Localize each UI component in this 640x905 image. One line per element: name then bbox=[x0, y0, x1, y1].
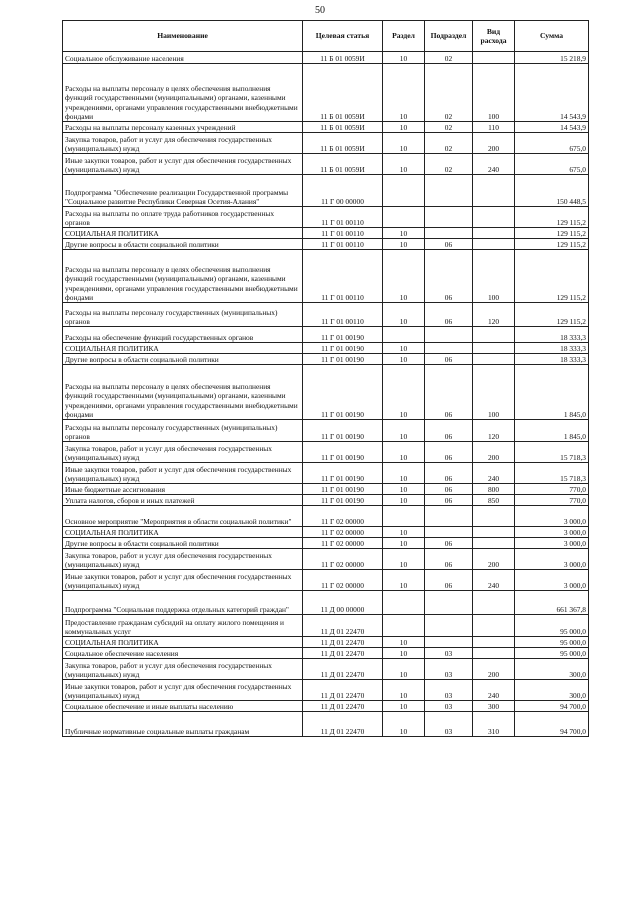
cell-sum: 95 000,0 bbox=[515, 615, 589, 637]
cell-type bbox=[473, 52, 515, 64]
cell-sum: 129 115,2 bbox=[515, 250, 589, 303]
cell-sum: 15 718,3 bbox=[515, 463, 589, 484]
cell-sum: 770,0 bbox=[515, 484, 589, 495]
cell-name: Расходы на выплаты персоналу в целях обеспечения выполнения функций государственными (муниципальными) органами, казенными учреждениями, органами управления государственными внебюджетными фондами bbox=[63, 64, 303, 122]
cell-name: Расходы на обеспечение функций государственных органов bbox=[63, 327, 303, 343]
cell-code: 11 Г 01 00110 bbox=[303, 228, 383, 239]
cell-code: 11 Д 01 22470 bbox=[303, 680, 383, 701]
cell-name: СОЦИАЛЬНАЯ ПОЛИТИКА bbox=[63, 637, 303, 648]
cell-code: 11 Б 01 0059И bbox=[303, 52, 383, 64]
page-number: 50 bbox=[315, 5, 325, 16]
cell-name: Закупка товаров, работ и услуг для обеспечения государственных (муниципальных) нужд bbox=[63, 659, 303, 680]
cell-section: 10 bbox=[383, 648, 425, 659]
cell-section bbox=[383, 175, 425, 207]
table-row bbox=[63, 354, 589, 365]
header-type: Вид расхода bbox=[473, 21, 515, 52]
cell-name: Уплата налогов, сборов и иных платежей bbox=[63, 495, 303, 506]
cell-code: 11 Г 01 00190 bbox=[303, 442, 383, 463]
cell-code: 11 Г 01 00110 bbox=[303, 303, 383, 327]
cell-name: Закупка товаров, работ и услуг для обеспечения государственных (муниципальных) нужд bbox=[63, 549, 303, 570]
cell-type: 100 bbox=[473, 365, 515, 420]
cell-subsection: 03 bbox=[425, 712, 473, 737]
cell-type bbox=[473, 327, 515, 343]
cell-code: 11 Г 01 00190 bbox=[303, 495, 383, 506]
table-row bbox=[63, 52, 589, 64]
cell-subsection: 06 bbox=[425, 250, 473, 303]
budget-table bbox=[62, 20, 589, 737]
cell-sum: 150 448,5 bbox=[515, 175, 589, 207]
cell-code: 11 Д 01 22470 bbox=[303, 637, 383, 648]
cell-code: 11 Г 02 00000 bbox=[303, 549, 383, 570]
cell-type bbox=[473, 239, 515, 250]
cell-name: Подпрограмма "Обеспечение реализации Государственной программы "Социальное развитие Республики Северная Осетия-Алания" bbox=[63, 175, 303, 207]
cell-section bbox=[383, 506, 425, 527]
cell-code: 11 Г 02 00000 bbox=[303, 527, 383, 538]
table-row bbox=[63, 538, 589, 549]
header-section: Раздел bbox=[383, 21, 425, 52]
cell-type bbox=[473, 648, 515, 659]
cell-subsection: 06 bbox=[425, 420, 473, 442]
cell-name: СОЦИАЛЬНАЯ ПОЛИТИКА bbox=[63, 228, 303, 239]
cell-section: 10 bbox=[383, 701, 425, 712]
cell-type: 300 bbox=[473, 701, 515, 712]
cell-name: Иные закупки товаров, работ и услуг для обеспечения государственных (муниципальных) нужд bbox=[63, 463, 303, 484]
cell-section: 10 bbox=[383, 239, 425, 250]
cell-sum: 15 218,9 bbox=[515, 52, 589, 64]
table-row bbox=[63, 680, 589, 701]
cell-section bbox=[383, 615, 425, 637]
cell-name: Расходы на выплаты по оплате труда работников государственных органов bbox=[63, 207, 303, 228]
cell-code: 11 Г 01 00190 bbox=[303, 463, 383, 484]
cell-subsection: 06 bbox=[425, 495, 473, 506]
cell-section: 10 bbox=[383, 712, 425, 737]
table-body bbox=[63, 52, 589, 737]
cell-subsection: 06 bbox=[425, 239, 473, 250]
cell-subsection: 06 bbox=[425, 538, 473, 549]
cell-sum: 129 115,2 bbox=[515, 207, 589, 228]
cell-sum: 18 333,3 bbox=[515, 343, 589, 354]
cell-name: Иные бюджетные ассигнования bbox=[63, 484, 303, 495]
cell-subsection: 06 bbox=[425, 484, 473, 495]
cell-name: Закупка товаров, работ и услуг для обеспечения государственных (муниципальных) нужд bbox=[63, 442, 303, 463]
cell-section: 10 bbox=[383, 637, 425, 648]
cell-name: Иные закупки товаров, работ и услуг для обеспечения государственных (муниципальных) нужд bbox=[63, 680, 303, 701]
cell-code: 11 Г 00 00000 bbox=[303, 175, 383, 207]
cell-subsection: 02 bbox=[425, 154, 473, 175]
table-row bbox=[63, 207, 589, 228]
cell-subsection: 03 bbox=[425, 648, 473, 659]
cell-sum: 18 333,3 bbox=[515, 354, 589, 365]
cell-section: 10 bbox=[383, 64, 425, 122]
cell-sum: 95 000,0 bbox=[515, 648, 589, 659]
cell-name: Иные закупки товаров, работ и услуг для обеспечения государственных (муниципальных) нужд bbox=[63, 570, 303, 591]
cell-sum: 129 115,2 bbox=[515, 239, 589, 250]
cell-code: 11 Д 01 22470 bbox=[303, 712, 383, 737]
header-name: Наименование bbox=[63, 21, 303, 52]
cell-sum: 3 000,0 bbox=[515, 538, 589, 549]
cell-sum: 661 367,8 bbox=[515, 591, 589, 615]
cell-sum: 3 000,0 bbox=[515, 549, 589, 570]
table-row bbox=[63, 175, 589, 207]
cell-name: Социальное обеспечение и иные выплаты населению bbox=[63, 701, 303, 712]
cell-type bbox=[473, 354, 515, 365]
table-row bbox=[63, 122, 589, 133]
cell-type: 200 bbox=[473, 133, 515, 154]
table-header-row bbox=[63, 21, 589, 52]
cell-type bbox=[473, 637, 515, 648]
cell-sum: 18 333,3 bbox=[515, 327, 589, 343]
cell-sum: 770,0 bbox=[515, 495, 589, 506]
cell-subsection bbox=[425, 506, 473, 527]
cell-code: 11 Г 02 00000 bbox=[303, 570, 383, 591]
cell-section: 10 bbox=[383, 484, 425, 495]
cell-type bbox=[473, 506, 515, 527]
cell-sum: 14 543,9 bbox=[515, 64, 589, 122]
cell-section: 10 bbox=[383, 354, 425, 365]
cell-subsection bbox=[425, 175, 473, 207]
cell-name: СОЦИАЛЬНАЯ ПОЛИТИКА bbox=[63, 527, 303, 538]
cell-name: Предоставление гражданам субсидий на оплату жилого помещения и коммунальных услуг bbox=[63, 615, 303, 637]
table-row bbox=[63, 250, 589, 303]
cell-subsection bbox=[425, 615, 473, 637]
cell-code: 11 Б 01 0059И bbox=[303, 154, 383, 175]
cell-name: Расходы на выплаты персоналу казенных учреждений bbox=[63, 122, 303, 133]
table-row bbox=[63, 615, 589, 637]
cell-subsection: 02 bbox=[425, 64, 473, 122]
cell-code: 11 Г 01 00190 bbox=[303, 327, 383, 343]
cell-type bbox=[473, 228, 515, 239]
cell-type: 100 bbox=[473, 64, 515, 122]
cell-section: 10 bbox=[383, 343, 425, 354]
cell-type bbox=[473, 591, 515, 615]
cell-code: 11 Г 02 00000 bbox=[303, 506, 383, 527]
cell-code: 11 Г 01 00110 bbox=[303, 207, 383, 228]
cell-sum: 675,0 bbox=[515, 133, 589, 154]
table-row bbox=[63, 591, 589, 615]
cell-name: СОЦИАЛЬНАЯ ПОЛИТИКА bbox=[63, 343, 303, 354]
cell-code: 11 Г 01 00190 bbox=[303, 343, 383, 354]
table-row bbox=[63, 484, 589, 495]
cell-code: 11 Г 01 00190 bbox=[303, 354, 383, 365]
table-row bbox=[63, 303, 589, 327]
cell-section bbox=[383, 591, 425, 615]
cell-section: 10 bbox=[383, 420, 425, 442]
cell-sum: 95 000,0 bbox=[515, 637, 589, 648]
cell-sum: 94 700,0 bbox=[515, 701, 589, 712]
table-row bbox=[63, 154, 589, 175]
cell-section: 10 bbox=[383, 495, 425, 506]
cell-subsection bbox=[425, 327, 473, 343]
cell-type: 850 bbox=[473, 495, 515, 506]
cell-name: Иные закупки товаров, работ и услуг для обеспечения государственных (муниципальных) нужд bbox=[63, 154, 303, 175]
cell-type: 100 bbox=[473, 250, 515, 303]
cell-type bbox=[473, 343, 515, 354]
cell-code: 11 Г 01 00190 bbox=[303, 420, 383, 442]
cell-subsection bbox=[425, 637, 473, 648]
table-row bbox=[63, 570, 589, 591]
cell-type: 110 bbox=[473, 122, 515, 133]
cell-subsection: 03 bbox=[425, 680, 473, 701]
cell-sum: 14 543,9 bbox=[515, 122, 589, 133]
cell-subsection: 06 bbox=[425, 463, 473, 484]
cell-subsection bbox=[425, 527, 473, 538]
cell-type: 240 bbox=[473, 463, 515, 484]
cell-type: 120 bbox=[473, 303, 515, 327]
cell-section: 10 bbox=[383, 463, 425, 484]
cell-sum: 3 000,0 bbox=[515, 527, 589, 538]
cell-name: Закупка товаров, работ и услуг для обеспечения государственных (муниципальных) нужд bbox=[63, 133, 303, 154]
cell-sum: 300,0 bbox=[515, 659, 589, 680]
cell-section: 10 bbox=[383, 680, 425, 701]
table-row bbox=[63, 463, 589, 484]
header-subsection: Подраздел bbox=[425, 21, 473, 52]
table-row bbox=[63, 239, 589, 250]
header-sum: Сумма bbox=[515, 21, 589, 52]
cell-section: 10 bbox=[383, 365, 425, 420]
cell-name: Расходы на выплаты персоналу государственных (муниципальных) органов bbox=[63, 420, 303, 442]
cell-section: 10 bbox=[383, 122, 425, 133]
cell-name: Другие вопросы в области социальной политики bbox=[63, 538, 303, 549]
cell-section: 10 bbox=[383, 52, 425, 64]
cell-subsection: 06 bbox=[425, 442, 473, 463]
cell-name: Подпрограмма "Социальная поддержка отдельных категорий граждан" bbox=[63, 591, 303, 615]
cell-sum: 675,0 bbox=[515, 154, 589, 175]
cell-sum: 1 845,0 bbox=[515, 420, 589, 442]
cell-sum: 3 000,0 bbox=[515, 506, 589, 527]
cell-section: 10 bbox=[383, 228, 425, 239]
cell-code: 11 Д 01 22470 bbox=[303, 615, 383, 637]
cell-sum: 129 115,2 bbox=[515, 228, 589, 239]
cell-name: Другие вопросы в области социальной политики bbox=[63, 239, 303, 250]
cell-type: 240 bbox=[473, 154, 515, 175]
cell-sum: 3 000,0 bbox=[515, 570, 589, 591]
cell-sum: 129 115,2 bbox=[515, 303, 589, 327]
cell-sum: 300,0 bbox=[515, 680, 589, 701]
cell-name: Основное мероприятие "Мероприятия в области социальной политики" bbox=[63, 506, 303, 527]
cell-subsection: 06 bbox=[425, 354, 473, 365]
cell-type: 240 bbox=[473, 570, 515, 591]
table-row bbox=[63, 701, 589, 712]
table-row bbox=[63, 442, 589, 463]
cell-subsection: 02 bbox=[425, 133, 473, 154]
cell-section: 10 bbox=[383, 303, 425, 327]
cell-code: 11 Д 00 00000 bbox=[303, 591, 383, 615]
table-row bbox=[63, 228, 589, 239]
cell-section: 10 bbox=[383, 250, 425, 303]
cell-code: 11 Г 01 00190 bbox=[303, 484, 383, 495]
cell-subsection: 03 bbox=[425, 701, 473, 712]
cell-code: 11 Г 02 00000 bbox=[303, 538, 383, 549]
cell-name: Расходы на выплаты персоналу в целях обеспечения выполнения функций государственными (муниципальными) органами, казенными учреждениями, органами управления государственными внебюджетными фондами bbox=[63, 250, 303, 303]
cell-subsection: 02 bbox=[425, 122, 473, 133]
cell-subsection: 06 bbox=[425, 549, 473, 570]
cell-sum: 1 845,0 bbox=[515, 365, 589, 420]
cell-subsection: 06 bbox=[425, 303, 473, 327]
cell-name: Социальное обслуживание населения bbox=[63, 52, 303, 64]
cell-sum: 94 700,0 bbox=[515, 712, 589, 737]
cell-code: 11 Б 01 0059И bbox=[303, 64, 383, 122]
cell-section: 10 bbox=[383, 527, 425, 538]
cell-type: 800 bbox=[473, 484, 515, 495]
cell-subsection: 06 bbox=[425, 365, 473, 420]
cell-section: 10 bbox=[383, 570, 425, 591]
cell-section bbox=[383, 207, 425, 228]
cell-code: 11 Б 01 0059И bbox=[303, 122, 383, 133]
table-row bbox=[63, 527, 589, 538]
cell-code: 11 Д 01 22470 bbox=[303, 659, 383, 680]
cell-code: 11 Д 01 22470 bbox=[303, 648, 383, 659]
table-row bbox=[63, 327, 589, 343]
cell-type bbox=[473, 207, 515, 228]
table-row bbox=[63, 648, 589, 659]
cell-subsection: 02 bbox=[425, 52, 473, 64]
cell-section: 10 bbox=[383, 659, 425, 680]
cell-type bbox=[473, 615, 515, 637]
cell-type: 200 bbox=[473, 659, 515, 680]
cell-section: 10 bbox=[383, 154, 425, 175]
table-row bbox=[63, 506, 589, 527]
cell-type: 200 bbox=[473, 549, 515, 570]
cell-subsection: 03 bbox=[425, 659, 473, 680]
cell-name: Другие вопросы в области социальной политики bbox=[63, 354, 303, 365]
cell-name: Социальное обеспечение населения bbox=[63, 648, 303, 659]
cell-code: 11 Г 01 00190 bbox=[303, 365, 383, 420]
cell-subsection bbox=[425, 343, 473, 354]
table-row bbox=[63, 659, 589, 680]
cell-code: 11 Г 01 00110 bbox=[303, 250, 383, 303]
table-row bbox=[63, 495, 589, 506]
cell-code: 11 Г 01 00110 bbox=[303, 239, 383, 250]
cell-name: Публичные нормативные социальные выплаты гражданам bbox=[63, 712, 303, 737]
cell-section bbox=[383, 327, 425, 343]
cell-type: 200 bbox=[473, 442, 515, 463]
cell-type bbox=[473, 175, 515, 207]
cell-section: 10 bbox=[383, 133, 425, 154]
header-code: Целевая статья bbox=[303, 21, 383, 52]
cell-subsection: 06 bbox=[425, 570, 473, 591]
cell-type bbox=[473, 538, 515, 549]
cell-name: Расходы на выплаты персоналу в целях обеспечения выполнения функций государственными (муниципальными) органами, казенными учреждениями, органами управления государственными внебюджетными фондами bbox=[63, 365, 303, 420]
cell-sum: 15 718,3 bbox=[515, 442, 589, 463]
cell-subsection bbox=[425, 228, 473, 239]
cell-code: 11 Б 01 0059И bbox=[303, 133, 383, 154]
cell-section: 10 bbox=[383, 538, 425, 549]
table-row bbox=[63, 133, 589, 154]
table-row bbox=[63, 64, 589, 122]
table-row bbox=[63, 549, 589, 570]
cell-type: 240 bbox=[473, 680, 515, 701]
cell-name: Расходы на выплаты персоналу государственных (муниципальных) органов bbox=[63, 303, 303, 327]
cell-type: 310 bbox=[473, 712, 515, 737]
table-row bbox=[63, 637, 589, 648]
cell-section: 10 bbox=[383, 442, 425, 463]
cell-type: 120 bbox=[473, 420, 515, 442]
cell-section: 10 bbox=[383, 549, 425, 570]
cell-subsection bbox=[425, 207, 473, 228]
table-row bbox=[63, 712, 589, 737]
cell-code: 11 Д 01 22470 bbox=[303, 701, 383, 712]
cell-subsection bbox=[425, 591, 473, 615]
table-row bbox=[63, 343, 589, 354]
table-row bbox=[63, 365, 589, 420]
table-row bbox=[63, 420, 589, 442]
cell-type bbox=[473, 527, 515, 538]
